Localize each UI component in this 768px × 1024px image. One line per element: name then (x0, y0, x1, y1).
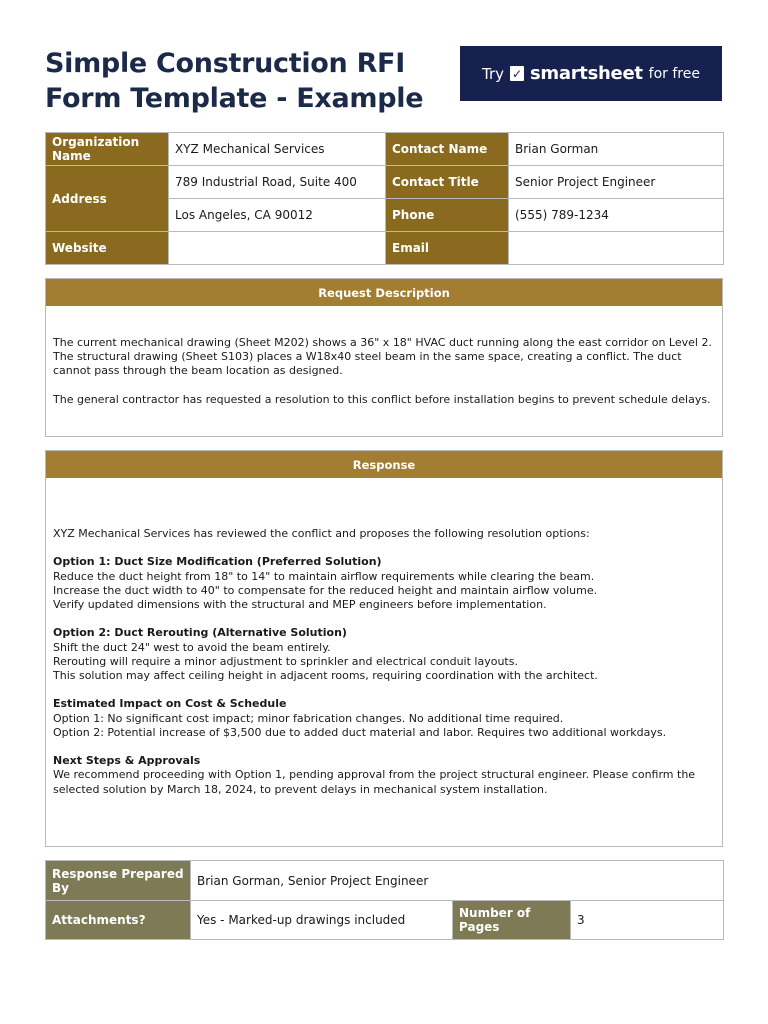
impact-title: Estimated Impact on Cost & Schedule (53, 697, 287, 711)
response-section (45, 450, 723, 847)
phone-label: Phone (386, 199, 509, 232)
footer-table (45, 860, 724, 940)
request-description-section (45, 278, 723, 437)
contact-title-value[interactable]: Senior Project Engineer (509, 166, 724, 199)
option2-title: Option 2: Duct Rerouting (Alternative Solution) (53, 626, 347, 640)
request-paragraph-2: The general contractor has requested a resolution to this conflict before installation begins to prevent schedule delays. (53, 392, 711, 406)
smartsheet-banner[interactable] (460, 46, 722, 101)
response-intro: XYZ Mechanical Services has reviewed the conflict and proposes the following resolution options: (53, 527, 590, 540)
organization-value[interactable]: XYZ Mechanical Services (169, 133, 386, 166)
response-body[interactable] (46, 478, 722, 797)
number-of-pages-label: Number of Pages (453, 901, 571, 940)
organization-label: Organization Name (46, 133, 169, 166)
prepared-by-label: Response Prepared By (46, 861, 191, 901)
prepared-by-value[interactable]: Brian Gorman, Senior Project Engineer (191, 861, 724, 901)
option1-line: Verify updated dimensions with the structural and MEP engineers before implementation. (53, 598, 547, 611)
address-line1[interactable]: 789 Industrial Road, Suite 400 (169, 166, 386, 199)
next-steps-title: Next Steps & Approvals (53, 754, 201, 768)
attachments-value[interactable]: Yes - Marked-up drawings included (191, 901, 453, 940)
page-title: Simple Construction RFI Form Template - Example (45, 48, 424, 114)
request-description-heading: Request Description (46, 279, 722, 306)
request-paragraph-1: The current mechanical drawing (Sheet M202) shows a 36" x 18" HVAC duct running along the east corridor on Level 2. The structural drawing (Sheet S103) places a W18x40 steel beam in the same space, creating a conflict. The duct cannot pass through the beam location as designed. (53, 336, 712, 378)
website-label: Website (46, 232, 169, 265)
address-line2[interactable]: Los Angeles, CA 90012 (169, 199, 386, 232)
address-label: Address (46, 166, 169, 232)
option1-title: Option 1: Duct Size Modification (Preferred Solution) (53, 555, 382, 569)
attachments-label: Attachments? (46, 901, 191, 940)
contact-table (45, 132, 724, 265)
request-description-body[interactable] (46, 306, 722, 407)
contact-title-label: Contact Title (386, 166, 509, 199)
next-steps-text: We recommend proceeding with Option 1, pending approval from the project structural engineer. Please confirm the selected solution by March 18, 2024, to prevent delays in mechanical system installation. (53, 768, 696, 796)
banner-brand-text: smartsheet (530, 63, 643, 84)
banner-try-text: Try (482, 64, 505, 83)
impact-line: Option 1: No significant cost impact; minor fabrication changes. No additional time required. (53, 711, 564, 725)
phone-value[interactable]: (555) 789-1234 (509, 199, 724, 232)
option1-line: Reduce the duct height from 18" to 14" to maintain airflow requirements while clearing the beam. (53, 569, 595, 583)
option2-line: Shift the duct 24" west to avoid the beam entirely. (53, 640, 331, 654)
option1-line: Increase the duct width to 40" to compensate for the reduced height and maintain airflow volume. (53, 583, 598, 597)
banner-suffix-text: for free (648, 65, 700, 82)
response-heading: Response (46, 451, 722, 478)
contact-name-value[interactable]: Brian Gorman (509, 133, 724, 166)
email-label: Email (386, 232, 509, 265)
smartsheet-check-icon: ✓ (511, 66, 523, 81)
email-value[interactable] (509, 232, 724, 265)
number-of-pages-value[interactable]: 3 (571, 901, 724, 940)
website-value[interactable] (169, 232, 386, 265)
option2-line: This solution may affect ceiling height in adjacent rooms, requiring coordination with the architect. (53, 669, 598, 682)
contact-name-label: Contact Name (386, 133, 509, 166)
option2-line: Rerouting will require a minor adjustment to sprinkler and electrical conduit layouts. (53, 654, 518, 668)
impact-line: Option 2: Potential increase of $3,500 due to added duct material and labor. Requires two additional workdays. (53, 725, 667, 739)
